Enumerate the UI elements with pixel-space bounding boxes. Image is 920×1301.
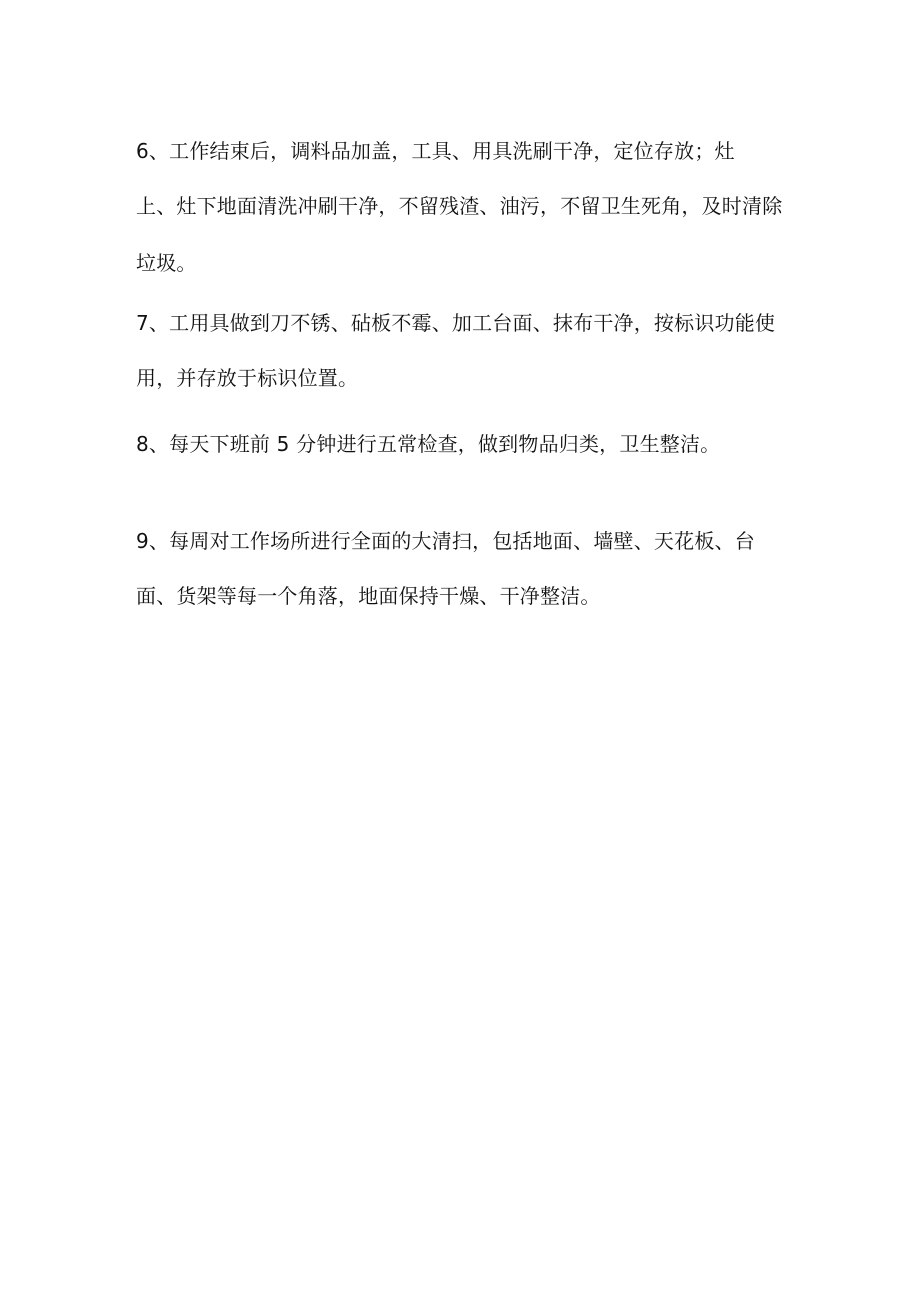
item-8-line-1: 8、每天下班前 5 分钟进行五常检查，做到物品归类，卫生整洁。: [136, 432, 721, 456]
item-7-line-2: 用，并存放于标识位置。: [136, 366, 359, 390]
item-9-line-1: 9、每周对工作场所进行全面的大清扫，包括地面、墙壁、天花板、台: [136, 529, 755, 553]
item-9-line-2: 面、货架等每一个角落，地面保持干燥、干净整洁。: [136, 584, 601, 608]
item-6-line-1: 6、工作结束后，调料品加盖，工具、用具洗刷干净，定位存放；灶: [136, 139, 735, 163]
item-6-line-3: 垃圾。: [136, 251, 197, 275]
item-7-line-1: 7、工用具做到刀不锈、砧板不霉、加工台面、抹布干净，按标识功能使: [136, 311, 776, 335]
item-6-line-2: 上、灶下地面清洗冲刷干净，不留残渣、油污，不留卫生死角，及时清除: [136, 194, 783, 218]
